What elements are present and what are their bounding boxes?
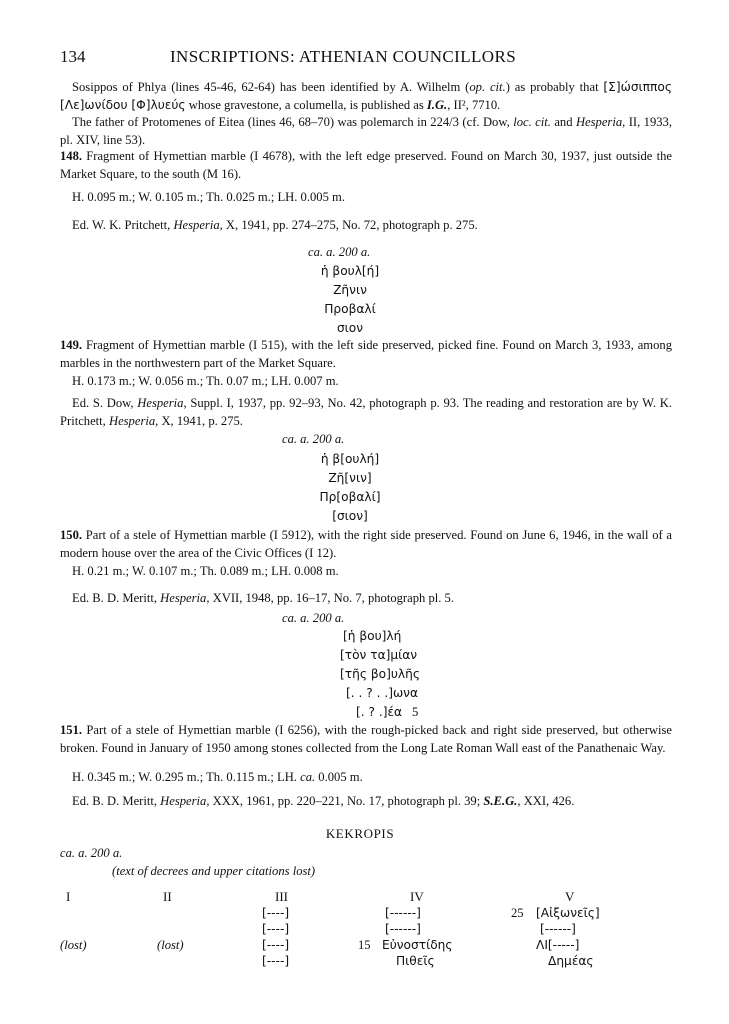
entry-150-edition bbox=[72, 591, 454, 606]
section-note: (text of decrees and upper citations lost) bbox=[112, 864, 316, 878]
column-V-line: ΛΙ[-----] bbox=[536, 938, 580, 952]
entry-151-dimensions bbox=[72, 770, 363, 785]
page-number: 134 bbox=[60, 47, 86, 66]
column-IV-line: [------] bbox=[385, 922, 421, 936]
edition-text: , X, 1941, pp. 274–275, No. 72, photograph p. 275. bbox=[219, 218, 478, 232]
intro-text: , II, 1933, pl. XIV, line 53). bbox=[60, 115, 672, 147]
edition-text: , XVII, 1948, pp. 16–17, No. 7, photograph pl. 5. bbox=[206, 591, 454, 605]
column-header-II: II bbox=[163, 889, 172, 904]
column-header-V: V bbox=[565, 889, 575, 904]
intro-citation: op. cit. bbox=[469, 80, 506, 94]
column-IV-line: Εὐνοστίδης bbox=[382, 938, 453, 952]
entry-description: Fragment of Hymettian marble (I 4678), with the left edge preserved. Found on March 30, 1937, just outside the Market Square, to the south (M 16). bbox=[60, 149, 672, 181]
running-title: INSCRIPTIONS: ATHENIAN COUNCILLORS bbox=[170, 47, 517, 66]
greek-name: [Σ]ώσιππος bbox=[603, 80, 672, 94]
entry-number: 149. bbox=[60, 338, 83, 352]
edition-text: , Suppl. I, 1937, pp. 92–93, No. 42, photograph p. 93. The reading and restoration are by W. K. Pritchett, bbox=[60, 396, 672, 428]
greek-name: [Λε]ωνίδου [Φ]λυεύς bbox=[60, 97, 186, 112]
inscription-line: [. ? .]έα bbox=[356, 705, 403, 719]
section-heading: KEKROPIS bbox=[325, 826, 395, 841]
inscription-line: [τὸν τα]μίαν bbox=[340, 648, 418, 662]
column-V-line: [------] bbox=[540, 922, 576, 936]
journal-title: Hesperia bbox=[575, 115, 623, 129]
journal-title: Hesperia bbox=[173, 218, 220, 232]
entry-number: 150. bbox=[60, 528, 83, 542]
column-III-line: [----] bbox=[262, 938, 290, 952]
journal-title: Hesperia bbox=[160, 794, 207, 808]
edition-text: Ed. S. Dow, bbox=[72, 396, 138, 410]
journal-title: Hesperia bbox=[160, 591, 207, 605]
entry-148-description bbox=[60, 148, 672, 183]
entry-149-date: ca. a. 200 a. bbox=[282, 432, 345, 446]
edition-text: , XXI, 426. bbox=[517, 794, 575, 808]
entry-150-dimensions: H. 0.21 m.; W. 0.107 m.; Th. 0.089 m.; LH. 0.008 m. bbox=[72, 564, 339, 578]
entry-149-description bbox=[60, 337, 672, 372]
column-I-lost: (lost) bbox=[60, 938, 87, 952]
intro-citation: I.G. bbox=[426, 97, 448, 112]
entry-151-edition bbox=[72, 794, 574, 809]
column-IV-line: Πιθεῖς bbox=[396, 954, 435, 968]
inscription-line: Ζῆνιν bbox=[333, 283, 367, 297]
column-III-line: [----] bbox=[262, 922, 290, 936]
entry-description: Part of a stele of Hymettian marble (I 6256), with the rough-picked back and right side preserved, but otherwise broken. Found in January of 1950 among stones collected from the Long Late Roman Wall east of the Panathenaic Way. bbox=[60, 723, 672, 755]
intro-text: Sosippos of Phlya (lines 45-46, 62-64) has been identified by A. Wilhelm ( bbox=[72, 80, 470, 94]
column-header-III: III bbox=[275, 889, 288, 904]
entry-148-edition bbox=[72, 218, 478, 233]
section-date: ca. a. 200 a. bbox=[60, 846, 123, 860]
entry-150-description bbox=[60, 527, 672, 562]
journal-title: Hesperia bbox=[137, 396, 184, 410]
entry-number: 148. bbox=[60, 149, 83, 163]
entry-150-date: ca. a. 200 a. bbox=[282, 611, 345, 625]
inscription-line: Προβαλί bbox=[324, 302, 376, 316]
inscription-line: Ζῆ[νιν] bbox=[328, 471, 372, 485]
edition-text: , X, 1941, p. 275. bbox=[155, 413, 243, 428]
column-header-I: I bbox=[66, 889, 71, 904]
intro-text: and bbox=[550, 115, 576, 129]
column-IV-line: [------] bbox=[385, 906, 421, 920]
column-V-line: [Αἰξωνεῖς] bbox=[536, 906, 600, 920]
entry-description: Part of a stele of Hymettian marble (I 5912), with the right side preserved. Found on June 6, 1946, in the wall of a modern house over the area of the Civic Offices (I 12). bbox=[60, 528, 672, 560]
entry-149-edition bbox=[60, 395, 672, 430]
intro-text: whose gravestone, a columella, is published as bbox=[185, 97, 427, 112]
line-number: 15 bbox=[358, 938, 371, 952]
edition-text: Ed. B. D. Meritt, bbox=[72, 591, 161, 605]
line-number: 25 bbox=[511, 906, 524, 920]
inscription-line: ἡ βουλ[ή] bbox=[320, 264, 380, 278]
column-III-line: [----] bbox=[262, 954, 290, 968]
inscription-line: [ἡ βου]λή bbox=[343, 629, 402, 643]
dimensions-text: 0.005 m. bbox=[315, 770, 363, 784]
entry-151-description bbox=[60, 722, 672, 757]
intro-paragraph-1 bbox=[60, 79, 672, 149]
journal-title: S.E.G. bbox=[483, 794, 518, 808]
column-II-lost: (lost) bbox=[157, 938, 184, 952]
inscription-line: ἡ β[ουλή] bbox=[320, 452, 380, 466]
inscription-line: σιον bbox=[336, 321, 364, 335]
intro-text: The father of Protomenes of Eitea (lines 46, 68–70) was polemarch in 224/3 (cf. Dow, bbox=[72, 115, 514, 129]
dimensions-text: ca. bbox=[300, 770, 316, 784]
dimensions-text: H. 0.345 m.; W. 0.295 m.; Th. 0.115 m.; LH. bbox=[72, 770, 301, 784]
entry-148-date: ca. a. 200 a. bbox=[308, 245, 371, 259]
entry-description: Fragment of Hymettian marble (I 515), with the left side preserved, picked fine. Found on March 3, 1933, among marbles in the northwestern part of the Market Square. bbox=[60, 338, 672, 370]
inscription-line: [σιον] bbox=[332, 509, 368, 523]
column-V-line: Δημέας bbox=[548, 954, 594, 968]
column-III-line: [----] bbox=[262, 906, 290, 920]
intro-text: , II², 7710. bbox=[447, 97, 501, 112]
edition-text: , XXX, 1961, pp. 220–221, No. 17, photograph pl. 39; bbox=[206, 794, 484, 808]
journal-title: Hesperia bbox=[108, 413, 156, 428]
inscription-line: Πρ[οβαλί] bbox=[319, 490, 381, 504]
entry-148-dimensions: H. 0.095 m.; W. 0.105 m.; Th. 0.025 m.; LH. 0.005 m. bbox=[72, 190, 345, 204]
inscription-line: [. . ? . .]ωνα bbox=[346, 686, 419, 700]
entry-149-dimensions: H. 0.173 m.; W. 0.056 m.; Th. 0.07 m.; LH. 0.007 m. bbox=[72, 374, 339, 388]
edition-text: Ed. W. K. Pritchett, bbox=[72, 218, 174, 232]
intro-text: ) as probably that bbox=[505, 80, 604, 94]
edition-text: Ed. B. D. Meritt, bbox=[72, 794, 161, 808]
line-number: 5 bbox=[412, 705, 419, 719]
entry-number: 151. bbox=[60, 723, 83, 737]
column-header-IV: IV bbox=[410, 889, 424, 904]
inscription-line: [τῆς βο]υλῆς bbox=[340, 667, 420, 681]
intro-citation: loc. cit. bbox=[513, 115, 551, 129]
